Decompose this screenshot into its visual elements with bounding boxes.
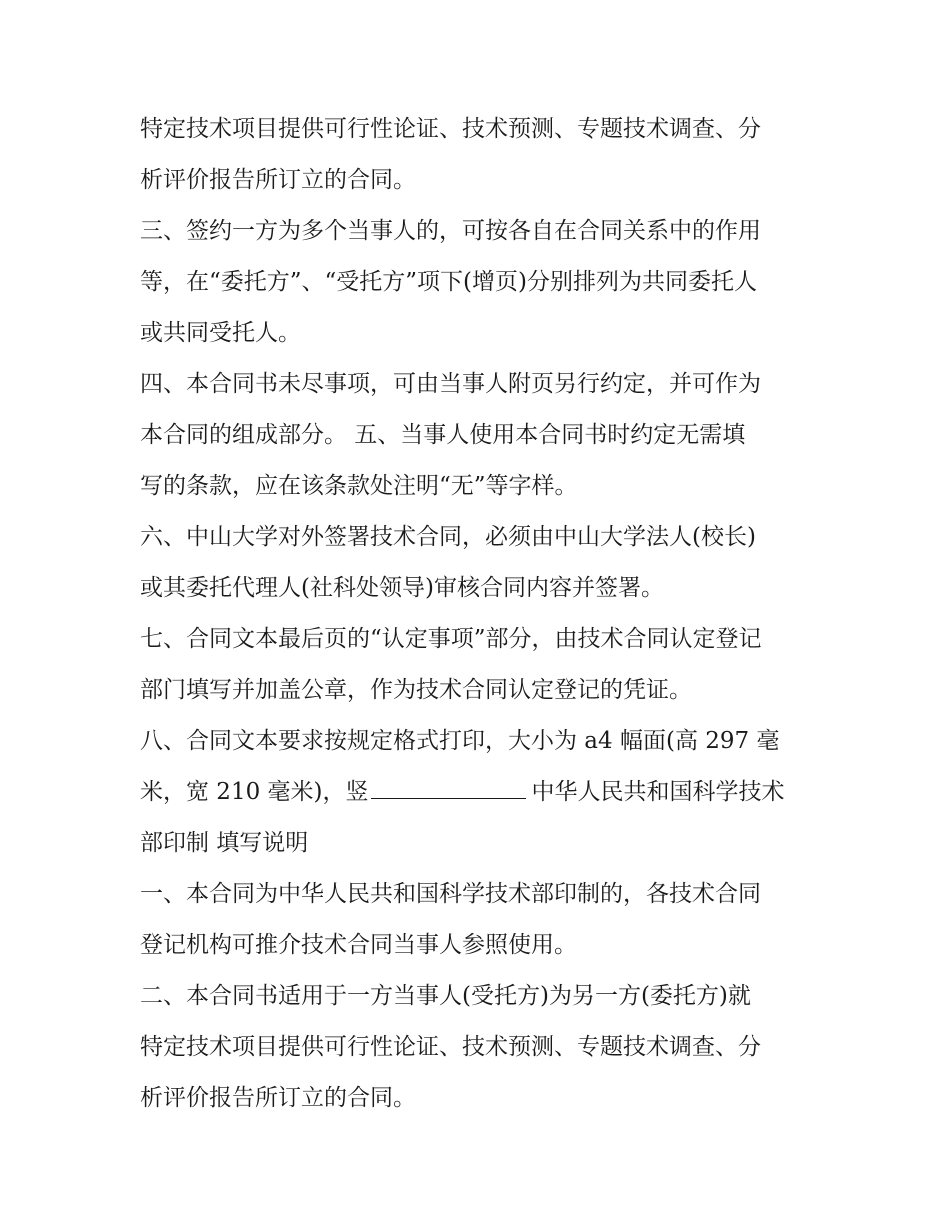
text-line: 特定技术项目提供可行性论证、技术预测、专题技术调查、分 bbox=[140, 1034, 761, 1060]
fill-in-blank bbox=[371, 770, 526, 799]
text-line: 特定技术项目提供可行性论证、技术预测、专题技术调查、分 bbox=[140, 116, 761, 142]
text-line: 写的条款，应在该条款处注明“无”等字样。 bbox=[140, 473, 578, 499]
text-line-with-blank bbox=[140, 767, 820, 818]
text-segment: 中华人民共和国科学技术 bbox=[531, 779, 785, 805]
text-line: 析评价报告所订立的合同。 bbox=[140, 1085, 416, 1111]
text-line: 六、中山大学对外签署技术合同，必须由中山大学法人(校长) bbox=[140, 524, 756, 550]
text-line: 本合同的组成部分。 五、当事人使用本合同书时约定无需填 bbox=[140, 422, 746, 448]
text-line: 登记机构可推介技术合同当事人参照使用。 bbox=[140, 932, 577, 958]
document-body bbox=[140, 104, 820, 1124]
text-line: 部印制 填写说明 bbox=[140, 830, 309, 856]
text-line: 四、本合同书未尽事项，可由当事人附页另行约定，并可作为 bbox=[140, 371, 761, 397]
text-line: 七、合同文本最后页的“认定事项”部分，由技术合同认定登记 bbox=[140, 626, 762, 652]
text-line: 部门填写并加盖公章，作为技术合同认定登记的凭证。 bbox=[140, 677, 692, 703]
text-line: 二、本合同书适用于一方当事人(受托方)为另一方(委托方)就 bbox=[140, 983, 751, 1009]
text-line: 或其委托代理人(社科处领导)审核合同内容并签署。 bbox=[140, 575, 664, 601]
text-line: 析评价报告所订立的合同。 bbox=[140, 167, 416, 193]
text-line: 三、签约一方为多个当事人的，可按各自在合同关系中的作用 bbox=[140, 218, 761, 244]
text-line: 或共同受托人。 bbox=[140, 320, 301, 346]
text-line: 一、本合同为中华人民共和国科学技术部印制的，各技术合同 bbox=[140, 881, 761, 907]
text-segment: 米，宽 210 毫米)，竖 bbox=[140, 779, 369, 805]
text-line: 等，在“委托方”、“受托方”项下(增页)分别排列为共同委托人 bbox=[140, 269, 757, 295]
text-line: 八、合同文本要求按规定格式打印，大小为 a4 幅面(高 297 毫 bbox=[140, 728, 780, 754]
